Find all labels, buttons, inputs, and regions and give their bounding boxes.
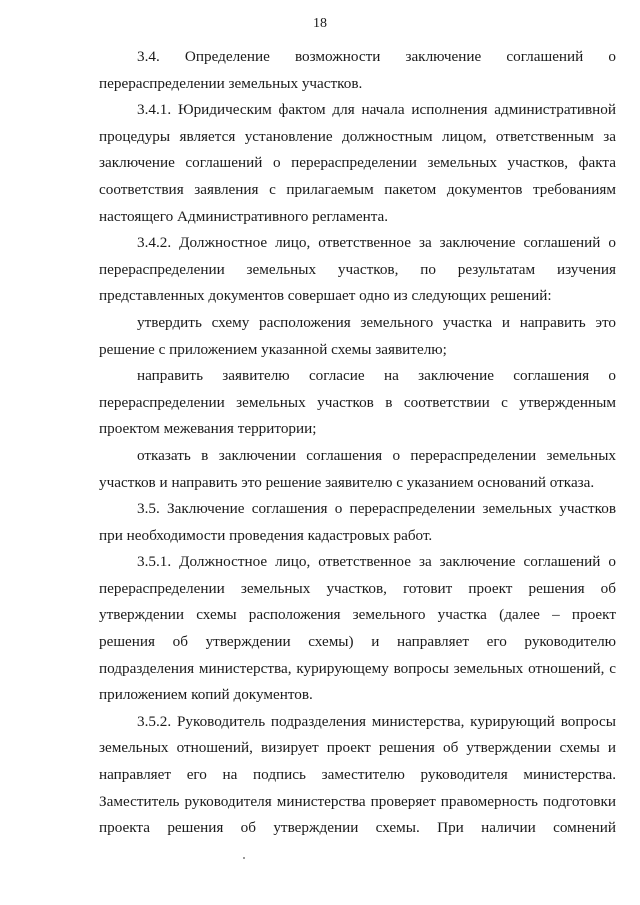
paragraph-3-4-1: 3.4.1. Юридическим фактом для начала исполнения административной процедуры является установление должностным лицом, ответственным за заключение соглашений о перераспределении земельных участков, факта соответствия заявления с прилагаемым пакетом документов требованиям настоящего Административного регламента. bbox=[99, 101, 616, 225]
page-number: 18 bbox=[313, 16, 327, 31]
decision-option-send-consent: направить заявителю согласие на заключение соглашения о перераспределении земельных участков в соответствии с утвержденным проектом межевания территории; bbox=[99, 367, 616, 438]
scan-speck bbox=[243, 857, 245, 859]
decision-option-refuse: отказать в заключении соглашения о перераспределении земельных участков и направить это решение заявителю с указанием оснований отказа. bbox=[99, 446, 616, 491]
document-body bbox=[99, 44, 616, 842]
section-3-5-heading: 3.5. Заключение соглашения о перераспределении земельных участков при необходимости проведения кадастровых работ. bbox=[99, 500, 616, 544]
paragraph-3-5-1: 3.5.1. Должностное лицо, ответственное за заключение соглашений о перераспределении земельных участков, готовит проект решения об утверждении схемы расположения земельного участка (далее – проект решения об утверждении схемы) и направляет его руководителю подразделения министерства, курирующему вопросы земельных отношений, с приложением копий документов. bbox=[99, 553, 616, 704]
paragraph-3-5-2: 3.5.2. Руководитель подразделения министерства, курирующий вопросы земельных отношений, визирует проект решения об утверждении схемы и направляет его на подпись заместителю руководителя министерства. Заместитель руководителя министерства проверяет правомерность подготовки проекта решения об утверждении схемы. При наличии сомнений bbox=[99, 712, 616, 837]
paragraph-3-4-2: 3.4.2. Должностное лицо, ответственное за заключение соглашений о перераспределении земельных участков, по результатам изучения представленных документов совершает одно из следующих решений: bbox=[99, 234, 616, 305]
decision-option-approve-scheme: утвердить схему расположения земельного участка и направить это решение с приложением указанной схемы заявителю; bbox=[99, 313, 616, 358]
section-3-4-heading: 3.4. Определение возможности заключение соглашений о перераспределении земельных участков. bbox=[99, 48, 616, 92]
